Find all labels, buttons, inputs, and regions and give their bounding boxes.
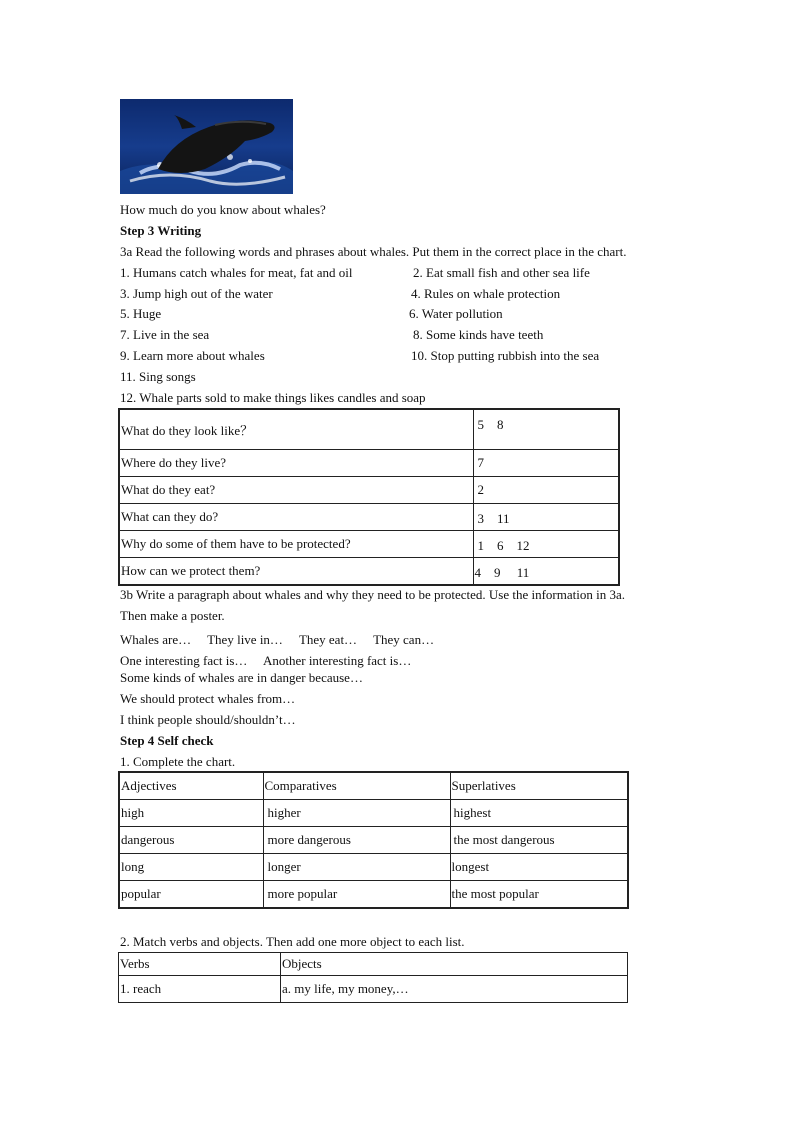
prompt-line: We should protect whales from…	[120, 691, 296, 706]
list-item: 6. Water pollution	[409, 306, 503, 321]
table-cell: popular	[119, 881, 263, 909]
table-cell: more popular	[263, 881, 450, 909]
table-row	[119, 800, 628, 827]
column-header: Superlatives	[450, 772, 628, 800]
list-item: 5. Huge	[120, 306, 162, 321]
list-item: 9. Learn more about whales	[120, 348, 265, 363]
list-item: 7. Live in the sea	[120, 327, 210, 342]
intro-question: How much do you know about whales?	[120, 202, 326, 217]
table-row	[119, 827, 628, 854]
table-cell: 1. reach	[119, 976, 281, 1003]
prompt-line: I think people should/shouldn’t…	[120, 712, 296, 727]
instruction-3a: 3a Read the following words and phrases about whales. Put them in the correct place in the chart.	[120, 244, 627, 259]
column-header: Adjectives	[119, 772, 263, 800]
table-cell: the most dangerous	[450, 827, 628, 854]
table-cell: 5 8	[473, 409, 619, 450]
table-cell: longest	[450, 854, 628, 881]
table-cell: What can they do?	[119, 504, 473, 531]
table-cell: the most popular	[450, 881, 628, 909]
table-cell: What do they eat?	[119, 477, 473, 504]
table-cell: high	[119, 800, 263, 827]
list-item: 10. Stop putting rubbish into the sea	[411, 348, 600, 363]
list-item: 12. Whale parts sold to make things likes candles and soap	[120, 390, 426, 405]
table-cell: 1 6 12	[473, 531, 619, 558]
table-cell: 3 11	[473, 504, 619, 531]
table-cell: a. my life, my money,…	[281, 976, 628, 1003]
table-row	[119, 450, 619, 477]
table-cell: dangerous	[119, 827, 263, 854]
table-cell: How can we protect them?	[119, 558, 473, 586]
table-cell: Why do some of them have to be protected?	[119, 531, 473, 558]
prompt-line: Whales are… They live in… They eat… They can…	[120, 632, 435, 647]
table-row	[119, 409, 619, 450]
column-header: Comparatives	[263, 772, 450, 800]
table-cell: What do they look like？	[119, 409, 473, 450]
column-header: Objects	[281, 953, 628, 976]
instruction-3b-continued: Then make a poster.	[120, 608, 225, 623]
table-row	[119, 558, 619, 586]
table-row	[119, 531, 619, 558]
table-cell: more dangerous	[263, 827, 450, 854]
table-cell: 7	[473, 450, 619, 477]
table-cell: 2	[473, 477, 619, 504]
list-item: 11. Sing songs	[120, 369, 196, 384]
table-cell: longer	[263, 854, 450, 881]
table-cell: Where do they live?	[119, 450, 473, 477]
table-row	[119, 477, 619, 504]
chart-verbs-objects	[118, 952, 628, 1003]
chart-adjectives	[118, 771, 629, 909]
table-header-row	[119, 953, 628, 976]
prompt-line: One interesting fact is… Another interesting fact is…	[120, 653, 412, 668]
table-cell: higher	[263, 800, 450, 827]
table-header-row	[119, 772, 628, 800]
step4-heading: Step 4 Self check	[120, 733, 214, 748]
list-item: 1. Humans catch whales for meat, fat and oil	[120, 265, 353, 280]
table-cell: highest	[450, 800, 628, 827]
prompt-line: Some kinds of whales are in danger because…	[120, 670, 363, 685]
list-item: 4. Rules on whale protection	[411, 286, 561, 301]
whale-photo	[120, 99, 293, 194]
instruction-self-check-1: 1. Complete the chart.	[120, 754, 236, 769]
list-item: 3. Jump high out of the water	[120, 286, 273, 301]
column-header: Verbs	[119, 953, 281, 976]
instruction-3b: 3b Write a paragraph about whales and why they need to be protected. Use the information in 3a.	[120, 587, 625, 602]
table-row	[119, 504, 619, 531]
step3-heading: Step 3 Writing	[120, 223, 202, 238]
table-cell: long	[119, 854, 263, 881]
table-row	[119, 854, 628, 881]
table-row	[119, 881, 628, 909]
chart-3a	[118, 408, 620, 586]
list-item: 8. Some kinds have teeth	[413, 327, 544, 342]
instruction-self-check-2: 2. Match verbs and objects. Then add one more object to each list.	[120, 934, 465, 949]
list-item: 2. Eat small fish and other sea life	[413, 265, 590, 280]
table-row	[119, 976, 628, 1003]
table-cell: 4 9 11	[473, 558, 619, 586]
